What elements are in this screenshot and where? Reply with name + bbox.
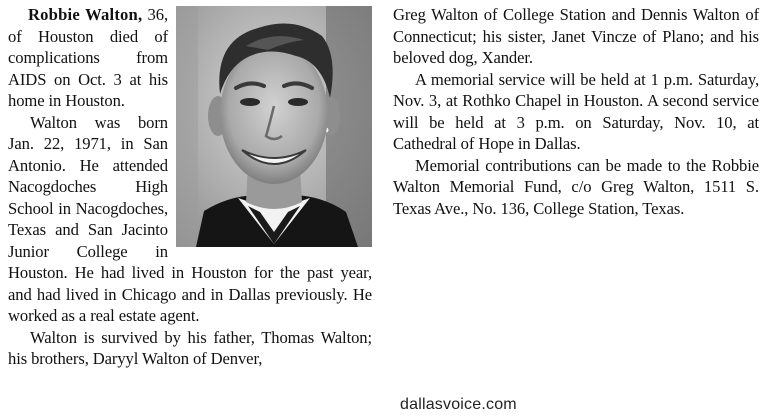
paragraph-survived-end: Greg Walton of College Station and Dennis Walton of Connecticut; his sister, Janet Vincze of Plano; and his beloved dog, Xander. <box>393 5 759 67</box>
paragraph-contributions: Memorial contributions can be made to the Robbie Walton Memorial Fund, c/o Greg Walton, 1511 S. Texas Ave., No. 136, College Station, Texas. <box>393 155 759 218</box>
obituary-left-column <box>8 4 372 370</box>
deceased-name: Robbie Walton, <box>28 5 143 24</box>
obituary-right-column <box>393 4 759 219</box>
paragraph-born: Walton was born Jan. 22, 1971, in San Antonio. He attended Nacogdoches High School in Nacogdoches, Texas and San Jacinto Junior College in Houston. He had lived in Houston for the past year, and had lived in Chicago and in Dallas previously. He worked as a real estate agent. <box>8 112 372 325</box>
paragraph-survived-start: Walton is survived by his father, Thomas Walton; his brothers, Daryyl Walton of Denver, <box>8 327 372 368</box>
portrait-photo <box>176 6 372 247</box>
paragraph-memorial-service: A memorial service will be held at 1 p.m. Saturday, Nov. 3, at Rothko Chapel in Houston. A second service will be held at 3 p.m. on Saturday, Nov. 10, at Cathedral of Hope in Dallas. <box>393 69 759 153</box>
intro-text: 36, of Houston died of complications from AIDS on Oct. 3 at his home in Houston. <box>8 5 168 110</box>
site-url-footer: dallasvoice.com <box>400 396 517 413</box>
